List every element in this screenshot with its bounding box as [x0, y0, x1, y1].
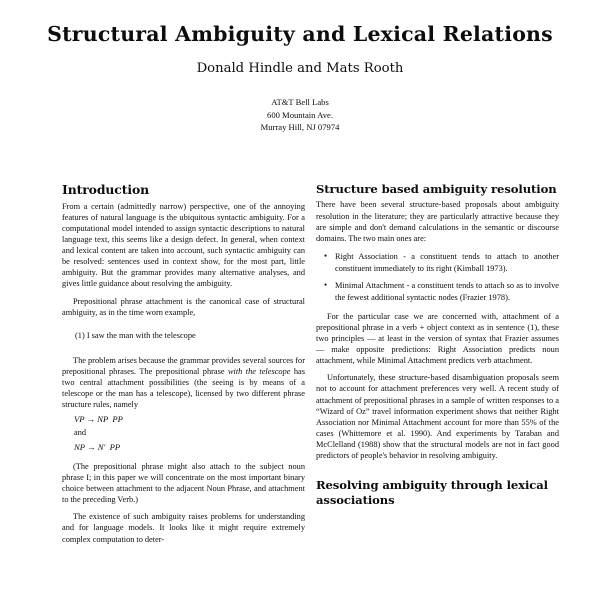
- structure-paragraph-3: Unfortunately, these structure-based disambiguation proposals seem not to account for attachment preferences very well. A recent study of attachment of prepositional phrases in a sample of written responses to a “Wizard of Oz” travel information experiment shows that neither Right Association nor Minimal Attachment account for more than 55% of the cases (Whittemore et al. 1990). And experiments by Taraban and McClelland (1988) show that the structural models are not in fact good predictors of people's behavior in resolving ambiguity.: [316, 373, 559, 461]
- structure-paragraph-1: There have been several structure-based proposals about ambiguity resolution in the literature; they are particularly attractive because they are simple and don't demand calculations in the semantic or discourse domains. The two main ones are:: [316, 200, 559, 243]
- page-title: Structural Ambiguity and Lexical Relations: [47, 22, 553, 46]
- section-gap: [316, 461, 559, 478]
- affiliation-city: Murray Hill, NJ 07974: [260, 121, 340, 132]
- affiliation-street: 600 Mountain Ave.: [267, 109, 333, 120]
- list-item: ● Right Association - a constituent tends to attach to another constituent immediately to its right (Kimball 1973).: [316, 251, 559, 274]
- section-heading-structure-based-ambiguity-resolution: Structure based ambiguity resolution: [316, 182, 557, 196]
- para3-part-b: has two central attachment possibilities (the seeing is by means of a telescope or the man has a telescope), licensed by two different phrase structure rules, namely: [62, 367, 305, 410]
- intro-paragraph-1: From a certain (admittedly narrow) perspective, one of the annoying features of natural language is the ubiquitous syntactic ambiguity. For a computational model intended to assign syntactic descriptions to natural language text, this seems like a design defect. In general, when context and lexical content are taken into account, such syntactic ambiguity can be resolved: sentences used in context show, for the most part, little ambiguity. But the grammar provides many alternative analyses, and gives little guidance about resolving the ambiguity.: [62, 201, 305, 289]
- list-item: ● Minimal Attachment - a constituent tends to attach so as to involve the fewest additional syntactic nodes (Frazier 1978).: [316, 280, 559, 303]
- body-columns: [0, 182, 600, 600]
- column-right: [316, 182, 559, 600]
- affiliation-organization: AT&T Bell Labs: [271, 97, 329, 108]
- paper-masthead: [0, 0, 600, 133]
- principles-list: [316, 251, 559, 304]
- section-heading-resolving-ambiguity-through-lexical-associations: Resolving ambiguity through lexical associations: [316, 478, 548, 507]
- author-list: Donald Hindle and Mats Rooth: [196, 60, 404, 76]
- intro-paragraph-3: [62, 355, 305, 411]
- intro-paragraph-2: Prepositional phrase attachment is the canonical case of structural ambiguity, as in the time worn example,: [62, 296, 305, 317]
- para3-italic-phrase: with the telescope: [227, 367, 291, 376]
- affiliation-block: [0, 96, 600, 133]
- phrase-structure-rule-1: VP → NP PP: [74, 413, 123, 424]
- intro-paragraph-4: (The prepositional phrase might also attach to the subject noun phrase I; in this paper we will concentrate on the most important binary choice between attachment to the adjacent Noun Phrase, and attachment to the preceding Verb.): [62, 461, 305, 505]
- phrase-structure-rule-conjunction: and: [74, 427, 87, 437]
- section-heading-introduction: Introduction: [62, 182, 150, 197]
- numbered-example-1: (1) I saw the man with the telescope: [75, 330, 196, 340]
- para3-part-a: The problem arises because the grammar provides several sources for prepositional phrases. The prepositional phrase: [62, 355, 305, 376]
- intro-paragraph-5: The existence of such ambiguity raises problems for understanding and for language models. It looks like it might require extremely complex computation to deter-: [62, 512, 305, 544]
- structure-paragraph-2: For the particular case we are concerned with, attachment of a prepositional phrase in a verb + object context as in sentence (1), these two principles — at least in the version of syntax that Frazier assumes — make opposite predictions: Right Association predicts noun attachment, while Minimal Attachment predicts verb attachment.: [316, 311, 559, 366]
- phrase-structure-rule-2: NP → N' PP: [74, 441, 121, 452]
- column-left: [62, 182, 305, 600]
